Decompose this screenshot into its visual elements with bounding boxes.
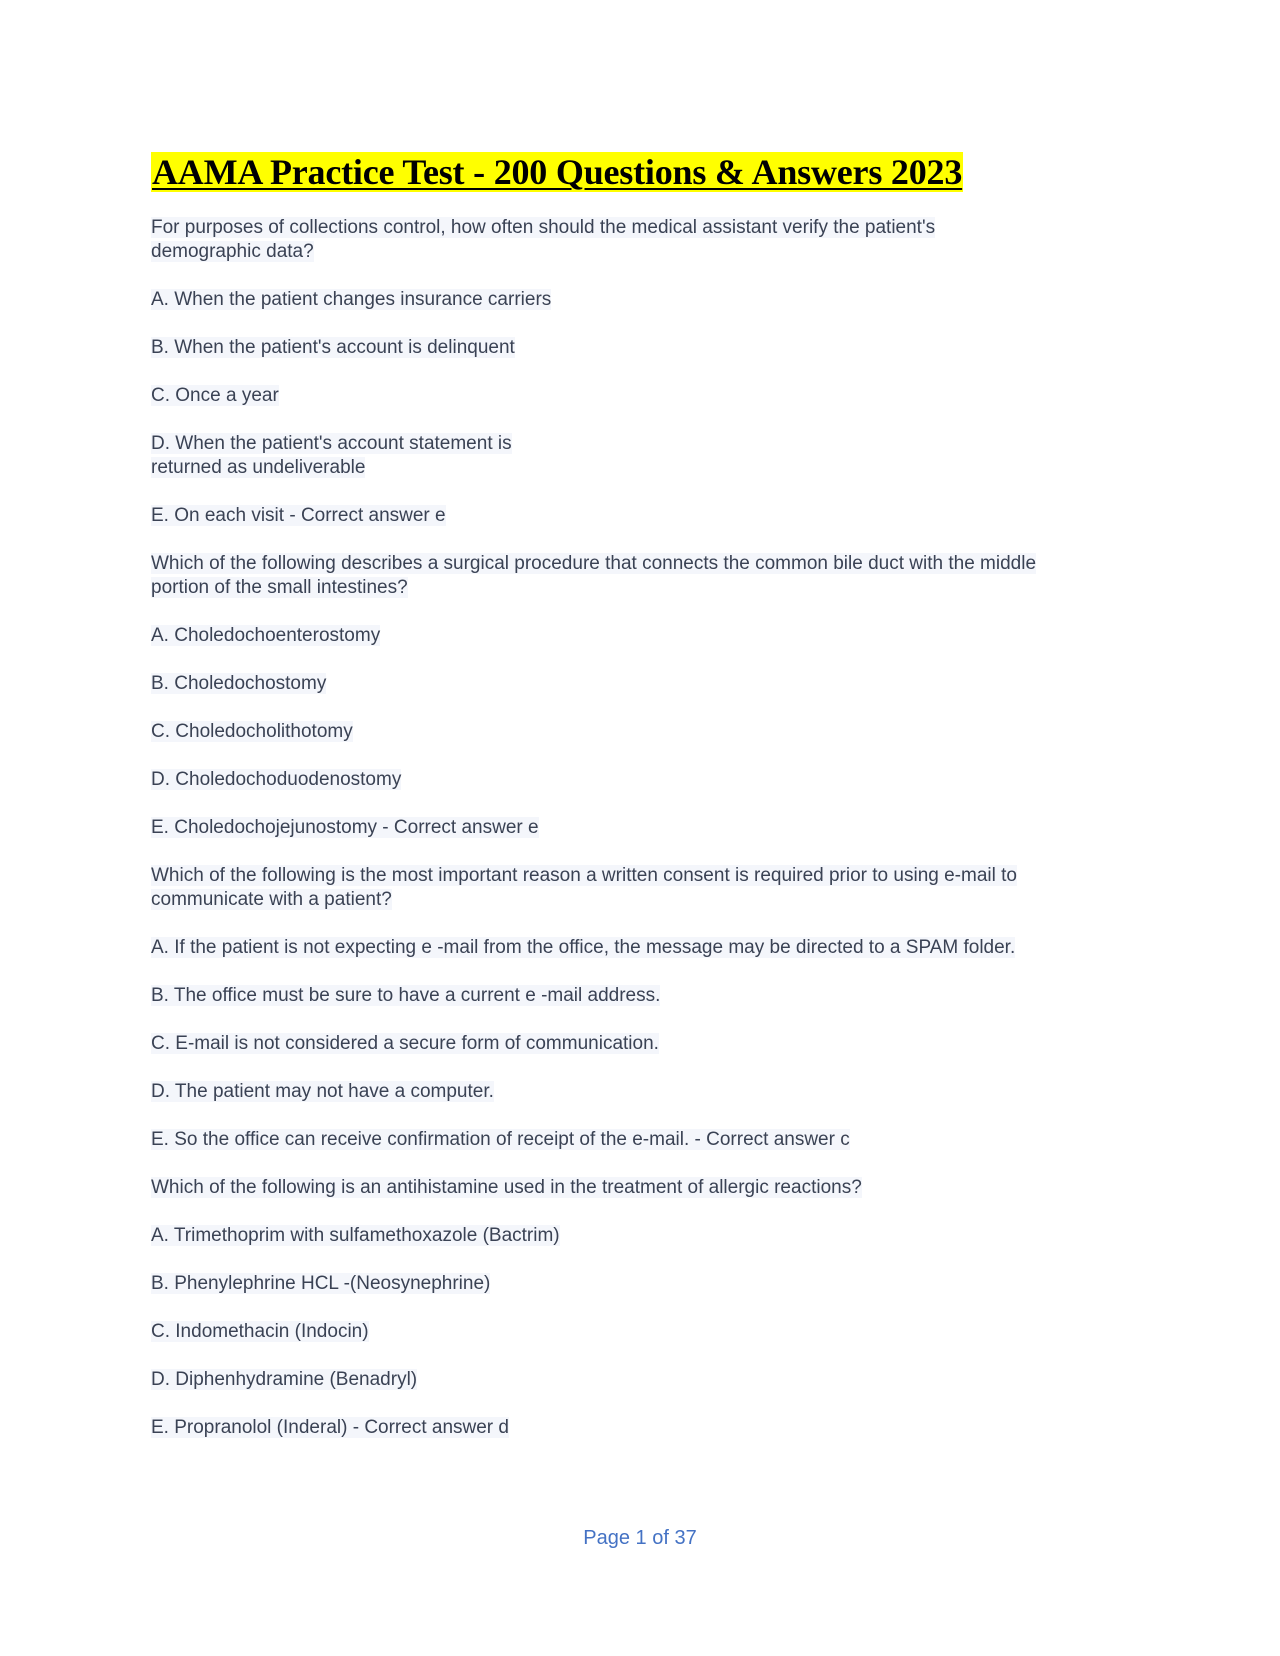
question-text [151, 552, 1151, 600]
question-text [151, 1176, 1151, 1200]
answer-option-line: C. Once a year [151, 385, 279, 406]
answer-option-line: A. Trimethoprim with sulfamethoxazole (Bactrim) [151, 1225, 560, 1246]
answer-option-line: B. When the patient's account is delinquent [151, 337, 515, 358]
answer-option [151, 504, 1151, 528]
question-line: Which of the following is the most important reason a written consent is required prior to using e-mail to [151, 865, 1017, 886]
answer-option-line: C. Choledocholithotomy [151, 721, 353, 742]
answer-option-line: B. Phenylephrine HCL -(Neosynephrine) [151, 1273, 491, 1294]
question-line: Which of the following is an antihistamine used in the treatment of allergic reactions? [151, 1177, 862, 1198]
question-text [151, 864, 1151, 912]
page-number: Page 1 of 37 [583, 1527, 697, 1549]
answer-option [151, 1272, 1151, 1296]
answer-option [151, 288, 1151, 312]
answer-option-line: A. When the patient changes insurance carriers [151, 289, 552, 310]
answer-option [151, 336, 1151, 360]
answer-option [151, 720, 1151, 744]
question-line: demographic data? [151, 241, 314, 262]
answer-option [151, 1128, 1151, 1152]
answer-option-line: A. If the patient is not expecting e -mail from the office, the message may be directed to a SPAM folder. [151, 937, 1016, 958]
answer-option [151, 624, 1151, 648]
answer-option-line: returned as undeliverable [151, 457, 366, 478]
question-line: portion of the small intestines? [151, 577, 408, 598]
answer-option-line: B. Choledochostomy [151, 673, 327, 694]
answer-option [151, 1032, 1151, 1056]
answer-option-line: C. E-mail is not considered a secure form of communication. [151, 1033, 659, 1054]
answer-option [151, 1416, 1151, 1440]
answer-option [151, 816, 1151, 840]
answer-option-line: E. Choledochojejunostomy - Correct answer e [151, 817, 539, 838]
answer-option [151, 672, 1151, 696]
answer-option-line: D. The patient may not have a computer. [151, 1081, 494, 1102]
answer-option-line: C. Indomethacin (Indocin) [151, 1321, 369, 1342]
answer-option-line: E. So the office can receive confirmation of receipt of the e-mail. - Correct answer c [151, 1129, 850, 1150]
question-line: Which of the following describes a surgical procedure that connects the common bile duct with the middle [151, 553, 1037, 574]
answer-option [151, 984, 1151, 1008]
document-page [151, 150, 1151, 1464]
answer-option [151, 384, 1151, 408]
answer-option-line: E. On each visit - Correct answer e [151, 505, 446, 526]
answer-option [151, 768, 1151, 792]
answer-option-line: B. The office must be sure to have a current e -mail address. [151, 985, 661, 1006]
answer-option [151, 1320, 1151, 1344]
question-text [151, 216, 1151, 264]
answer-option-line: A. Choledochoenterostomy [151, 625, 381, 646]
answer-option-line: D. Choledochoduodenostomy [151, 769, 402, 790]
answer-option [151, 1080, 1151, 1104]
document-title: AAMA Practice Test - 200 Questions & Answers 2023 [152, 152, 963, 192]
answer-option [151, 936, 1151, 960]
answer-option-line: E. Propranolol (Inderal) - Correct answer d [151, 1417, 509, 1438]
question-line: communicate with a patient? [151, 889, 392, 910]
answer-option-line: D. Diphenhydramine (Benadryl) [151, 1369, 418, 1390]
document-title-block [151, 150, 1151, 194]
answer-option [151, 1224, 1151, 1248]
answer-option [151, 432, 1151, 480]
question-list [151, 216, 1151, 1440]
question-line: For purposes of collections control, how often should the medical assistant verify the patient's [151, 217, 936, 238]
answer-option [151, 1368, 1151, 1392]
answer-option-line: D. When the patient's account statement is [151, 433, 512, 454]
